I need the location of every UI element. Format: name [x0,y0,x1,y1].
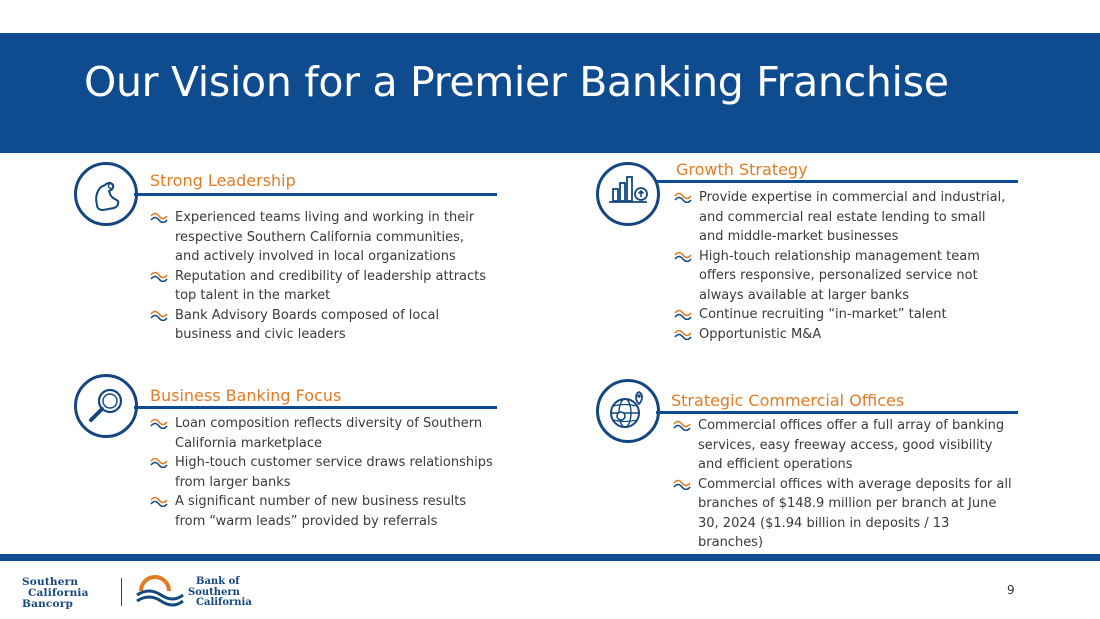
bank-of-southern-california-logo: Bank of Southern California [188,576,252,608]
section-rule [656,180,1018,183]
list-item: Opportunistic M&A [674,325,1014,345]
section-rule [656,411,1018,414]
section-title-offices: Strategic Commercial Offices [671,391,905,410]
wave-bullet-icon [674,191,692,203]
wave-bullet-icon [150,417,168,429]
wave-bullet-icon [150,495,168,507]
list-item: Continue recruiting “in-market” talent [674,305,1014,325]
list-item: High-touch relationship management team offers responsive, personalized service not always available at larger banks [674,247,1014,306]
bank-logo-mark-icon [135,575,185,607]
wave-bullet-icon [150,270,168,282]
list-item: Provide expertise in commercial and industrial, and commercial real estate lending to small and middle-market businesses [674,188,1014,247]
globe-pin-icon [596,379,660,443]
wave-bullet-icon [673,419,691,431]
section-title-leadership: Strong Leadership [150,171,296,190]
growth-chart-icon [596,162,660,226]
growth-bullet-list [674,188,1014,344]
wave-bullet-icon [150,211,168,223]
list-item: Reputation and credibility of leadership attracts top talent in the market [150,267,490,306]
magnifier-icon [74,374,138,438]
wave-bullet-icon [674,308,692,320]
wave-bullet-icon [150,456,168,468]
leadership-bullet-list [150,208,490,345]
list-item: High-touch customer service draws relationships from larger banks [150,453,495,492]
southern-california-bancorp-logo: Southern California Bancorp [22,576,89,610]
list-item: Bank Advisory Boards composed of local business and civic leaders [150,306,490,345]
wave-bullet-icon [674,250,692,262]
flexed-arm-icon [74,162,138,226]
list-item: Experienced teams living and working in their respective Southern California communities, and actively involved in local organizations [150,208,490,267]
business-bullet-list [150,414,495,531]
section-title-business: Business Banking Focus [150,386,342,405]
wave-bullet-icon [150,309,168,321]
offices-bullet-list [673,416,1018,553]
list-item: Commercial offices offer a full array of banking services, easy freeway access, good visibility and efficient operations [673,416,1018,475]
section-rule [134,406,497,409]
list-item: A significant number of new business results from “warm leads” provided by referrals [150,492,495,531]
page-number: 9 [1007,583,1015,597]
list-item: Loan composition reflects diversity of Southern California marketplace [150,414,495,453]
section-rule [134,193,497,196]
wave-bullet-icon [674,328,692,340]
footer-band [0,554,1100,561]
section-title-growth: Growth Strategy [676,160,808,179]
wave-bullet-icon [673,478,691,490]
page-title: Our Vision for a Premier Banking Franchise [84,58,949,106]
logo-divider [121,578,122,606]
list-item: Commercial offices with average deposits for all branches of $148.9 million per branch at June 30, 2024 ($1.94 billion in deposits / 13 branches) [673,475,1018,553]
